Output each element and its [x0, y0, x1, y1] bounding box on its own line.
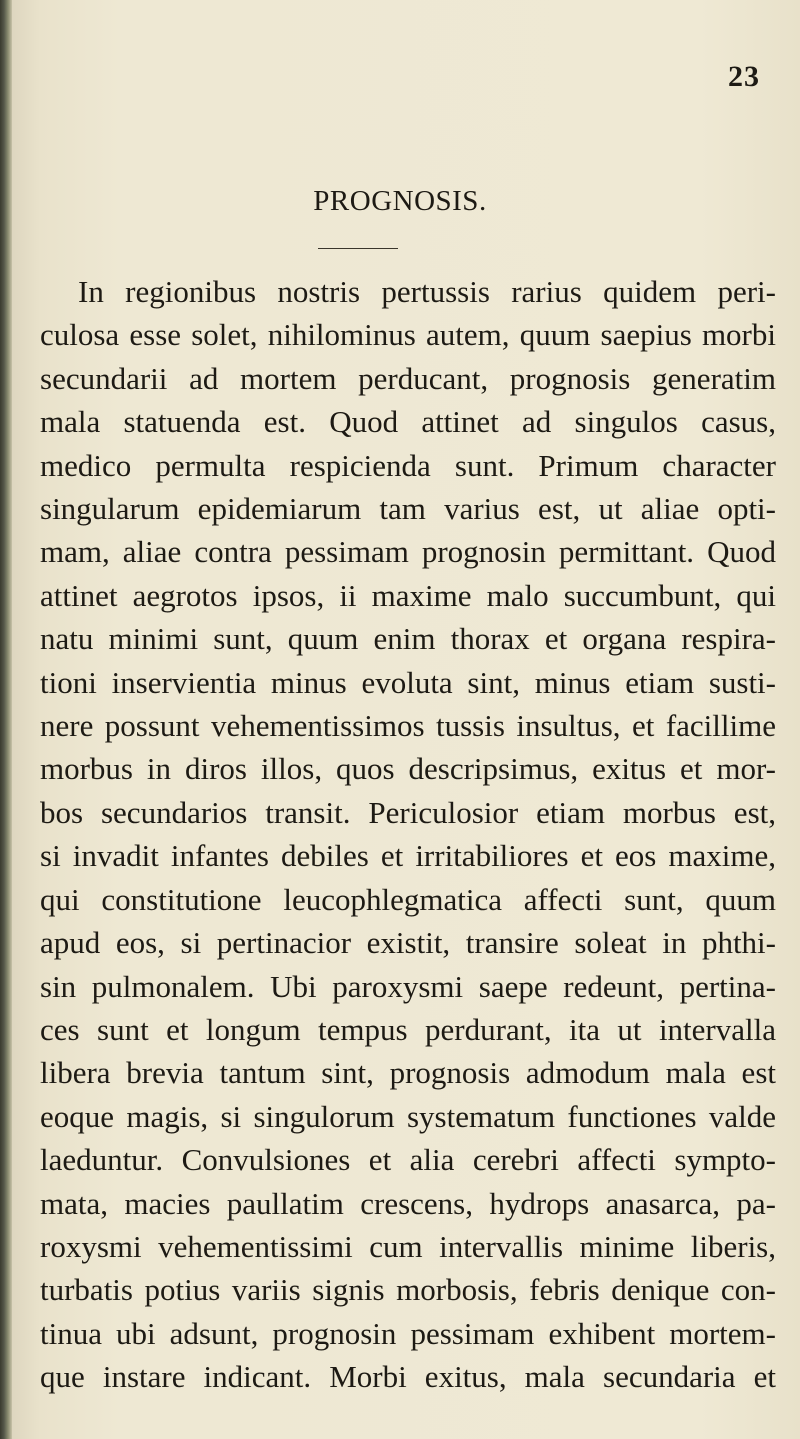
page-number: 23 [728, 60, 760, 93]
text-line: In regionibus nostris pertussis rarius quidem peri- [78, 274, 776, 309]
text-line: secundarii ad mortem perducant, prognosis generatim [40, 360, 776, 396]
text-line: roxysmi vehementissimi cum intervallis minime liberis, [40, 1228, 776, 1264]
text-line: ces sunt et longum tempus perdurant, ita ut intervalla [40, 1011, 776, 1047]
text-line: mam, aliae contra pessimam prognosin permittant. Quod [40, 534, 776, 570]
text-line: turbatis potius variis signis morbosis, febris denique con- [40, 1272, 776, 1308]
text-line: medico permulta respicienda sunt. Primum character [40, 447, 776, 483]
section-heading: PROGNOSIS. [313, 185, 487, 217]
text-line: tioni inservientia minus evoluta sint, minus etiam susti- [40, 664, 776, 700]
text-line: culosa esse solet, nihilominus autem, quum saepius morbi [40, 317, 776, 353]
text-line: apud eos, si pertinacior existit, transire soleat in phthi- [40, 925, 776, 961]
text-line: singularum epidemiarum tam varius est, ut aliae opti- [40, 491, 776, 527]
text-line: mala statuenda est. Quod attinet ad singulos casus, [40, 404, 776, 440]
text-line: attinet aegrotos ipsos, ii maxime malo succumbunt, qui [40, 577, 776, 613]
body-paragraph [40, 270, 776, 1399]
text-line: qui constitutione leucophlegmatica affecti sunt, quum [40, 881, 776, 917]
text-line: sin pulmonalem. Ubi paroxysmi saepe redeunt, pertina- [40, 968, 776, 1004]
text-line: que instare indicant. Morbi exitus, mala secundaria et [40, 1359, 776, 1395]
text-line: morbus in diros illos, quos descripsimus, exitus et mor- [40, 751, 776, 787]
text-line: nere possunt vehementissimos tussis insultus, et facillime [40, 708, 776, 744]
text-line: mata, macies paullatim crescens, hydrops anasarca, pa- [40, 1185, 776, 1221]
text-line: bos secundarios transit. Periculosior etiam morbus est, [40, 794, 776, 830]
text-line: tinua ubi adsunt, prognosin pessimam exhibent mortem- [40, 1315, 776, 1351]
text-line: libera brevia tantum sint, prognosis admodum mala est [40, 1055, 776, 1091]
heading-rule [318, 248, 398, 249]
text-line: laeduntur. Convulsiones et alia cerebri affecti sympto- [40, 1142, 776, 1178]
text-line: si invadit infantes debiles et irritabiliores et eos maxime, [40, 838, 776, 874]
text-line: natu minimi sunt, quum enim thorax et organa respira- [40, 621, 776, 657]
text-line: eoque magis, si singulorum systematum functiones valde [40, 1098, 776, 1134]
